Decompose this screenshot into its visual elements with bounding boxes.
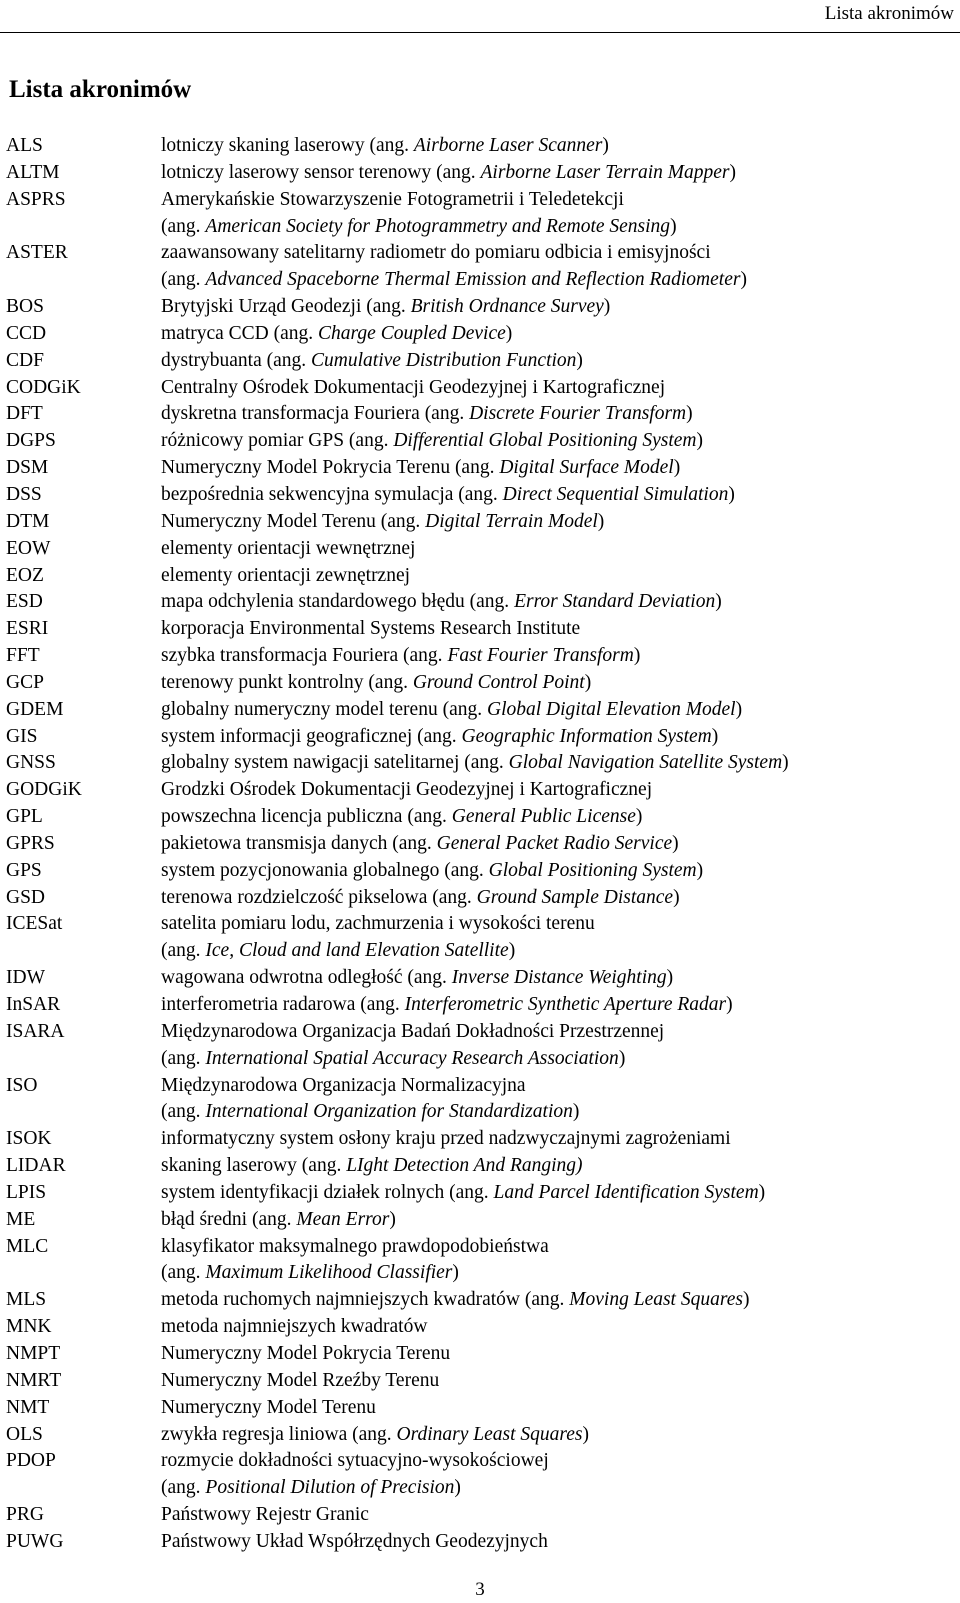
definition-suffix: ) xyxy=(584,671,592,693)
acronym-term: MNK xyxy=(6,1316,52,1338)
acronym-term: GPL xyxy=(6,806,43,828)
definition-suffix: ) xyxy=(633,645,641,667)
acronym-term xyxy=(0,267,161,294)
acronym-row xyxy=(0,240,960,267)
definition-suffix: ) xyxy=(715,591,722,613)
acronym-definition xyxy=(161,1234,960,1261)
acronym-row xyxy=(0,1234,960,1261)
definition-english: Mean Error xyxy=(296,1208,390,1230)
acronym-term: ALS xyxy=(6,135,43,156)
definition-polish: elementy orientacji wewnętrznej xyxy=(161,537,416,559)
definition-english: Discrete Fourier Transform xyxy=(469,403,687,425)
definition-english: Global Positioning System xyxy=(488,859,697,881)
definition-english: Ground Sample Distance xyxy=(476,886,674,908)
acronym-term: IDW xyxy=(6,967,45,989)
definition-polish: (ang. xyxy=(161,215,206,237)
acronym-row xyxy=(0,455,960,482)
acronym-definition xyxy=(161,1260,960,1287)
definition-english: Global Digital Elevation Model xyxy=(486,698,736,720)
acronym-term: ASPRS xyxy=(6,188,66,210)
definition-english: Charge Coupled Device xyxy=(318,322,506,344)
acronym-term: DTM xyxy=(6,510,50,532)
acronym-row xyxy=(0,187,960,214)
definition-suffix: ) xyxy=(673,457,681,479)
acronym-definition xyxy=(161,885,960,912)
definition-english: American Society for Photogrammetry and Remote Sensing xyxy=(205,215,671,237)
definition-polish: bezpośrednia sekwencyjna symulacja (ang. xyxy=(161,483,503,505)
acronym-row-continuation xyxy=(0,1046,960,1073)
acronym-row xyxy=(0,804,960,831)
acronym-definition xyxy=(161,965,960,992)
definition-english: Advanced Spaceborne Thermal Emission and Reflection Radiometer xyxy=(205,269,741,291)
acronym-definition xyxy=(161,428,960,455)
definition-suffix: ) xyxy=(618,1047,626,1069)
definition-polish: Amerykańskie Stowarzyszenie Fotogrametrii i Teledetekcji xyxy=(161,188,624,210)
acronym-term: LIDAR xyxy=(6,1155,66,1177)
acronym-definition xyxy=(161,750,960,777)
acronym-row xyxy=(0,670,960,697)
definition-suffix: ) xyxy=(505,322,513,344)
acronym-row xyxy=(0,1502,960,1529)
definition-polish: klasyfikator maksymalnego prawdopodobieństwa xyxy=(161,1235,549,1257)
definition-polish: Numeryczny Model Rzeźby Terenu xyxy=(161,1369,440,1391)
acronym-definition xyxy=(161,858,960,885)
acronym-definition xyxy=(161,348,960,375)
acronym-term: PUWG xyxy=(6,1530,64,1552)
acronym-row xyxy=(0,1422,960,1449)
definition-polish: satelita pomiaru lodu, zachmurzenia i wysokości terenu xyxy=(161,913,595,935)
definition-polish: Numeryczny Model Pokrycia Terenu xyxy=(161,1342,451,1364)
definition-polish: terenowa rozdzielczość pikselowa (ang. xyxy=(161,886,477,908)
acronym-row xyxy=(0,1448,960,1475)
acronym-row xyxy=(0,133,960,160)
acronym-row xyxy=(0,697,960,724)
acronym-definition xyxy=(161,133,960,160)
definition-suffix: ) xyxy=(711,725,719,747)
definition-polish: matryca CCD (ang. xyxy=(161,322,319,344)
acronym-definition xyxy=(161,214,960,241)
definition-polish: Grodzki Ośrodek Dokumentacji Geodezyjnej i Kartograficznej xyxy=(161,779,653,801)
acronym-row xyxy=(0,589,960,616)
definition-suffix: ) xyxy=(782,752,789,774)
definition-polish: korporacja Environmental Systems Research Institute xyxy=(161,618,581,640)
acronym-term: OLS xyxy=(6,1423,43,1445)
definition-suffix: ) xyxy=(726,994,733,1015)
definition-polish: informatyczny system osłony kraju przed nadzwyczajnymi zagrożeniami xyxy=(161,1128,731,1150)
definition-suffix: ) xyxy=(602,135,609,156)
definition-suffix: ) xyxy=(576,349,583,371)
definition-polish: (ang. xyxy=(161,1262,206,1284)
acronym-term: GPRS xyxy=(6,832,55,854)
definition-polish: globalny system nawigacji satelitarnej (ang. xyxy=(161,752,509,774)
acronym-row xyxy=(0,616,960,643)
acronym-definition xyxy=(161,187,960,214)
acronym-row xyxy=(0,321,960,348)
acronym-definition xyxy=(161,1529,960,1556)
acronym-row-continuation xyxy=(0,1475,960,1502)
definition-polish: dyskretna transformacja Fouriera (ang. xyxy=(161,403,470,425)
definition-english: Global Navigation Satellite System xyxy=(508,752,783,774)
acronym-definition xyxy=(161,1180,960,1207)
definition-polish: metoda najmniejszych kwadratów xyxy=(161,1316,428,1338)
acronym-definition xyxy=(161,670,960,697)
definition-polish: różnicowy pomiar GPS (ang. xyxy=(161,430,394,452)
definition-english: Differential Global Positioning System xyxy=(393,430,697,452)
definition-polish: wagowana odwrotna odległość (ang. xyxy=(161,967,452,989)
acronym-row xyxy=(0,777,960,804)
acronym-term: ICESat xyxy=(6,913,63,935)
acronym-definition xyxy=(161,1368,960,1395)
acronym-definition xyxy=(161,643,960,670)
acronym-term: ISOK xyxy=(6,1128,52,1150)
acronym-term: GIS xyxy=(6,725,38,747)
acronym-term: ISARA xyxy=(6,1020,65,1042)
definition-polish: system pozycjonowania globalnego (ang. xyxy=(161,859,489,881)
acronym-definition xyxy=(161,1046,960,1073)
definition-polish: szybka transformacja Fouriera (ang. xyxy=(161,645,448,667)
acronym-term: ASTER xyxy=(6,242,68,264)
acronym-definition xyxy=(161,1073,960,1100)
acronym-row xyxy=(0,750,960,777)
acronym-definition xyxy=(161,1422,960,1449)
acronym-row xyxy=(0,401,960,428)
acronym-definition xyxy=(161,1448,960,1475)
definition-english: Land Parcel Identification System xyxy=(493,1181,759,1203)
acronym-row xyxy=(0,563,960,590)
header-rule xyxy=(0,32,960,33)
definition-english: Ice, Cloud and land Elevation Satellite xyxy=(205,940,509,962)
definition-polish: metoda ruchomych najmniejszych kwadratów (ang. xyxy=(161,1289,570,1311)
acronym-definition xyxy=(161,509,960,536)
definition-polish: błąd średni (ang. xyxy=(161,1208,297,1230)
acronym-term: DFT xyxy=(6,403,43,425)
acronym-definition xyxy=(161,1395,960,1422)
acronym-definition xyxy=(161,482,960,509)
acronym-row-continuation xyxy=(0,938,960,965)
definition-polish: globalny numeryczny model terenu (ang. xyxy=(161,698,487,720)
acronym-term: BOS xyxy=(6,296,44,318)
acronym-term: DSS xyxy=(6,483,42,505)
definition-english: International Organization for Standardization xyxy=(205,1101,573,1123)
acronym-term: NMRT xyxy=(6,1369,62,1391)
definition-polish: Państwowy Rejestr Granic xyxy=(161,1504,369,1526)
definition-suffix: ) xyxy=(729,161,736,183)
acronym-row xyxy=(0,428,960,455)
acronym-term: NMPT xyxy=(6,1342,61,1364)
definition-polish: (ang. xyxy=(161,1477,206,1499)
definition-polish: elementy orientacji zewnętrznej xyxy=(161,564,411,586)
acronym-row xyxy=(0,1126,960,1153)
definition-suffix: ) xyxy=(508,940,516,962)
definition-suffix: ) xyxy=(389,1208,396,1230)
acronym-row xyxy=(0,965,960,992)
definition-english: Ordinary Least Squares xyxy=(396,1423,583,1445)
acronym-definition xyxy=(161,1207,960,1234)
definition-polish: Brytyjski Urząd Geodezji (ang. xyxy=(161,296,411,318)
acronym-definition xyxy=(161,267,960,294)
acronym-term: GPS xyxy=(6,859,42,881)
acronym-term xyxy=(0,1046,161,1073)
definition-suffix: ) xyxy=(696,859,704,881)
definition-polish: Międzynarodowa Organizacja Normalizacyjna xyxy=(161,1074,526,1096)
definition-suffix: ) xyxy=(635,806,643,828)
acronym-definition xyxy=(161,401,960,428)
definition-polish: lotniczy laserowy sensor terenowy (ang. xyxy=(161,161,481,183)
acronym-row xyxy=(0,1341,960,1368)
acronym-term: CDF xyxy=(6,349,44,371)
acronym-definition xyxy=(161,777,960,804)
definition-english: Digital Surface Model xyxy=(499,457,674,479)
definition-suffix: ) xyxy=(735,698,743,720)
acronym-row xyxy=(0,1180,960,1207)
acronym-definition xyxy=(161,375,960,402)
acronym-row xyxy=(0,1287,960,1314)
definition-english: Airborne Laser Scanner xyxy=(413,135,603,156)
acronym-row xyxy=(0,348,960,375)
definition-suffix: ) xyxy=(597,510,605,532)
definition-english: Cumulative Distribution Function xyxy=(311,349,577,371)
acronym-row xyxy=(0,724,960,751)
acronym-term: ISO xyxy=(6,1074,38,1096)
acronym-row-continuation xyxy=(0,214,960,241)
acronym-definition xyxy=(161,563,960,590)
definition-english: Direct Sequential Simulation xyxy=(502,483,729,505)
definition-english: International Spatial Accuracy Research Association xyxy=(205,1047,619,1069)
definition-suffix: ) xyxy=(454,1477,461,1499)
definition-suffix: ) xyxy=(742,1289,750,1311)
definition-polish: (ang. xyxy=(161,1047,206,1069)
acronym-row xyxy=(0,1073,960,1100)
definition-polish: lotniczy skaning laserowy (ang. xyxy=(161,135,414,156)
acronym-row xyxy=(0,509,960,536)
acronym-row xyxy=(0,294,960,321)
acronym-row xyxy=(0,885,960,912)
acronym-row xyxy=(0,1368,960,1395)
acronym-row xyxy=(0,1529,960,1556)
acronym-term: MLS xyxy=(6,1289,47,1311)
acronym-definition xyxy=(161,804,960,831)
acronym-row xyxy=(0,1207,960,1234)
definition-suffix: ) xyxy=(452,1262,459,1284)
acronym-definition xyxy=(161,831,960,858)
definition-polish: powszechna licencja publiczna (ang. xyxy=(161,806,452,828)
definition-english: Geographic Information System xyxy=(461,725,712,747)
acronym-row xyxy=(0,1153,960,1180)
acronym-definition xyxy=(161,1287,960,1314)
definition-english: Inverse Distance Weighting xyxy=(451,967,667,989)
acronym-term xyxy=(0,1260,161,1287)
acronym-term: GSD xyxy=(6,886,46,908)
acronym-list xyxy=(0,133,960,1556)
acronym-term: EOZ xyxy=(6,564,44,586)
acronym-row-continuation xyxy=(0,1260,960,1287)
acronym-term: LPIS xyxy=(6,1181,47,1203)
page-number: 3 xyxy=(475,1579,485,1600)
acronym-row xyxy=(0,911,960,938)
acronym-term xyxy=(0,938,161,965)
definition-english: LIght Detection And Ranging) xyxy=(346,1155,583,1177)
acronym-term: ALTM xyxy=(6,161,60,183)
definition-polish: Centralny Ośrodek Dokumentacji Geodezyjnej i Kartograficznej xyxy=(161,376,666,398)
acronym-definition xyxy=(161,938,960,965)
definition-polish: interferometria radarowa (ang. xyxy=(161,994,405,1015)
definition-polish: system informacji geograficznej (ang. xyxy=(161,725,462,747)
acronym-definition xyxy=(161,724,960,751)
acronym-row xyxy=(0,643,960,670)
definition-english: General Public License xyxy=(451,806,636,828)
definition-polish: dystrybuanta (ang. xyxy=(161,349,312,371)
acronym-definition xyxy=(161,1126,960,1153)
definition-polish: terenowy punkt kontrolny (ang. xyxy=(161,671,413,693)
acronym-term: InSAR xyxy=(6,994,61,1015)
definition-english: Airborne Laser Terrain Mapper xyxy=(480,161,730,183)
acronym-row xyxy=(0,375,960,402)
definition-suffix: ) xyxy=(686,403,693,425)
definition-polish: pakietowa transmisja danych (ang. xyxy=(161,832,437,854)
definition-english: Moving Least Squares xyxy=(569,1289,743,1311)
acronym-row-continuation xyxy=(0,1099,960,1126)
definition-english: Ground Control Point xyxy=(412,671,585,693)
acronym-definition xyxy=(161,697,960,724)
acronym-definition xyxy=(161,1153,960,1180)
definition-polish: (ang. xyxy=(161,1101,206,1123)
acronym-term: GODGiK xyxy=(6,779,82,801)
definition-suffix: ) xyxy=(673,886,680,908)
acronym-definition xyxy=(161,455,960,482)
definition-suffix: ) xyxy=(672,832,679,854)
acronym-term: NMT xyxy=(6,1396,50,1418)
acronym-term: EOW xyxy=(6,537,51,559)
acronym-definition xyxy=(161,1502,960,1529)
definition-polish: system identyfikacji działek rolnych (ang. xyxy=(161,1181,494,1203)
acronym-definition xyxy=(161,160,960,187)
acronym-term: FFT xyxy=(6,645,40,667)
acronym-definition xyxy=(161,1019,960,1046)
definition-polish: skaning laserowy (ang. xyxy=(161,1155,347,1177)
definition-suffix: ) xyxy=(670,215,677,237)
acronym-row xyxy=(0,482,960,509)
acronym-term: PDOP xyxy=(6,1450,56,1472)
acronym-term: GCP xyxy=(6,671,44,693)
acronym-definition xyxy=(161,1475,960,1502)
definition-suffix: ) xyxy=(758,1181,766,1203)
definition-suffix: ) xyxy=(603,296,611,318)
definition-english: Interferometric Synthetic Aperture Radar xyxy=(404,994,727,1015)
acronym-row xyxy=(0,1019,960,1046)
acronym-term: CCD xyxy=(6,322,47,344)
definition-english: Digital Terrain Model xyxy=(425,510,598,532)
definition-english: Maximum Likelihood Classifier xyxy=(205,1262,453,1284)
definition-polish: (ang. xyxy=(161,269,206,291)
acronym-row-continuation xyxy=(0,267,960,294)
acronym-row xyxy=(0,160,960,187)
definition-suffix: ) xyxy=(572,1101,580,1123)
acronym-row xyxy=(0,831,960,858)
acronym-definition xyxy=(161,240,960,267)
acronym-row xyxy=(0,1395,960,1422)
acronym-term: GNSS xyxy=(6,752,56,774)
definition-polish: Międzynarodowa Organizacja Badań Dokładności Przestrzennej xyxy=(161,1020,665,1042)
running-header: Lista akronimów xyxy=(824,3,954,24)
acronym-row xyxy=(0,1314,960,1341)
definition-polish: (ang. xyxy=(161,940,206,962)
definition-english: Error Standard Deviation xyxy=(514,591,716,613)
acronym-row xyxy=(0,992,960,1019)
definition-polish: mapa odchylenia standardowego błędu (ang. xyxy=(161,591,515,613)
acronym-definition xyxy=(161,536,960,563)
acronym-definition xyxy=(161,294,960,321)
acronym-term xyxy=(0,1099,161,1126)
definition-suffix: ) xyxy=(666,967,674,989)
definition-suffix: ) xyxy=(728,483,735,505)
definition-polish: zwykła regresja liniowa (ang. xyxy=(161,1423,397,1445)
acronym-term xyxy=(0,214,161,241)
acronym-definition xyxy=(161,589,960,616)
acronym-term: PRG xyxy=(6,1504,44,1526)
definition-polish: Numeryczny Model Terenu (ang. xyxy=(161,510,426,532)
definition-polish: Numeryczny Model Pokrycia Terenu (ang. xyxy=(161,457,500,479)
acronym-term: GDEM xyxy=(6,698,64,720)
definition-english: General Packet Radio Service xyxy=(436,832,673,854)
acronym-term: ESD xyxy=(6,591,43,613)
definition-suffix: ) xyxy=(696,430,703,452)
acronym-definition xyxy=(161,992,960,1019)
definition-polish: Państwowy Układ Współrzędnych Geodezyjnych xyxy=(161,1530,548,1552)
definition-english: Fast Fourier Transform xyxy=(447,645,634,667)
definition-polish: rozmycie dokładności sytuacyjno-wysokościowej xyxy=(161,1450,549,1472)
acronym-term: DGPS xyxy=(6,430,56,452)
definition-suffix: ) xyxy=(740,269,747,291)
acronym-definition xyxy=(161,1314,960,1341)
acronym-definition xyxy=(161,321,960,348)
acronym-definition xyxy=(161,616,960,643)
definition-english: British Ordnance Survey xyxy=(410,296,604,318)
acronym-definition xyxy=(161,1341,960,1368)
definition-polish: zaawansowany satelitarny radiometr do pomiaru odbicia i emisyjności xyxy=(161,242,711,264)
acronym-term: CODGiK xyxy=(6,376,81,398)
acronym-row xyxy=(0,536,960,563)
page-title: Lista akronimów xyxy=(9,76,192,103)
acronym-term: ESRI xyxy=(6,618,49,640)
acronym-term xyxy=(0,1475,161,1502)
definition-suffix: ) xyxy=(582,1423,590,1445)
definition-polish: Numeryczny Model Terenu xyxy=(161,1396,376,1418)
definition-english: Positional Dilution of Precision xyxy=(205,1477,455,1499)
acronym-definition xyxy=(161,911,960,938)
acronym-definition xyxy=(161,1099,960,1126)
acronym-row xyxy=(0,858,960,885)
acronym-term: ME xyxy=(6,1208,36,1230)
acronym-term: DSM xyxy=(6,457,49,479)
acronym-term: MLC xyxy=(6,1235,49,1257)
